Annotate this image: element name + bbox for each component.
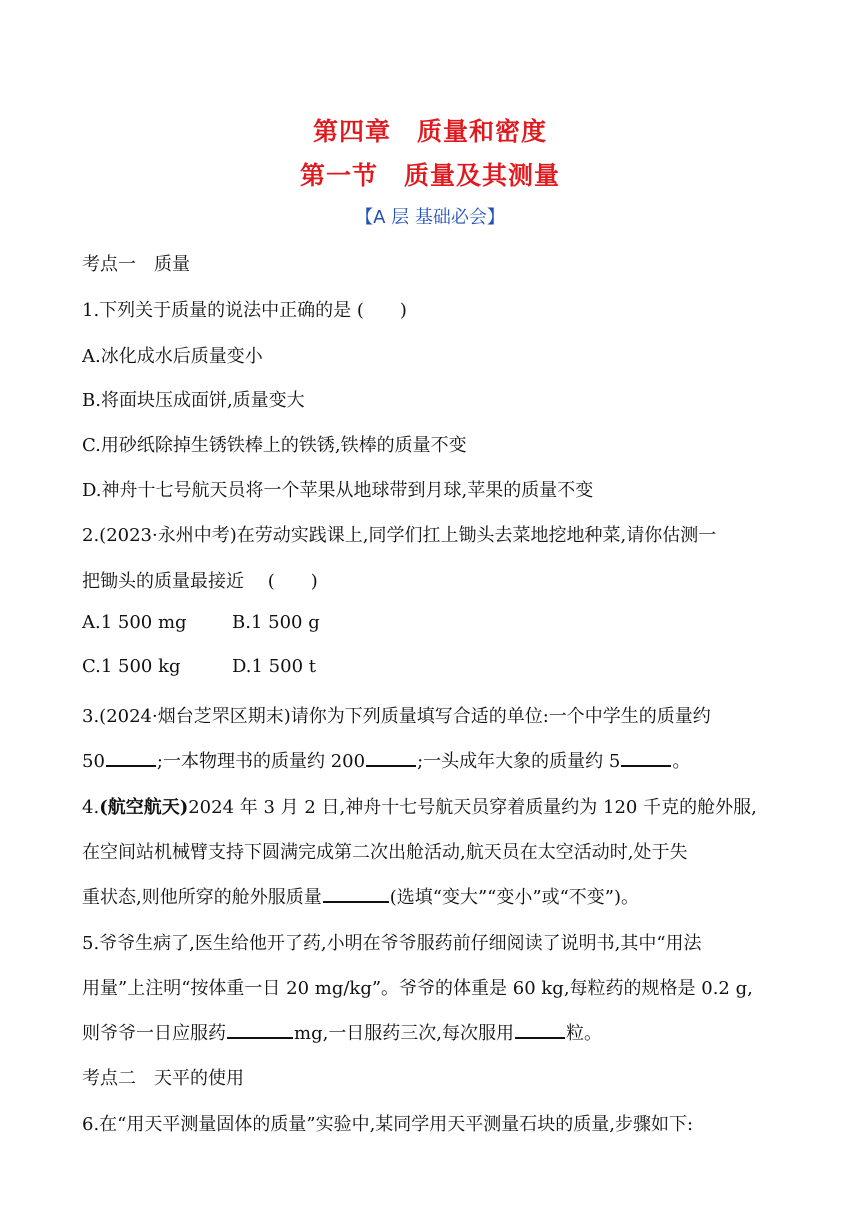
q1-option-d: D.神舟十七号航天员将一个苹果从地球带到月球,苹果的质量不变	[82, 480, 594, 501]
q4-line-1	[82, 793, 757, 819]
q3-line-1: 3.(2024·烟台芝罘区期末)请你为下列质量填写合适的单位:一个中学生的质量约	[82, 706, 711, 727]
q5-text-2: mg,一日服药三次,每次服用	[294, 1023, 515, 1044]
q1-option-a: A.冰化成水后质量变小	[82, 346, 263, 367]
q4-text-1: 2024 年 3 月 2 日,神舟十七号航天员穿着质量约为 120 千克的舱外服,	[188, 797, 757, 818]
q3-text-3: ;一头成年大象的质量约 5	[417, 751, 621, 772]
q3-blank-1[interactable]	[106, 749, 156, 767]
q4-line-2: 在空间站机械臂支持下圆满完成第二次出舱活动,航天员在太空活动时,处于失	[82, 842, 688, 863]
q2-line-2: 把锄头的质量最接近 ( )	[82, 571, 318, 592]
q5-line-3	[82, 1019, 602, 1045]
q3-blank-2[interactable]	[366, 749, 416, 767]
q5-blank-1[interactable]	[227, 1021, 293, 1039]
q4-tag: (航空航天)	[99, 797, 189, 818]
q1-option-c: C.用砂纸除掉生锈铁棒上的铁锈,铁棒的质量不变	[82, 435, 467, 456]
topic-heading-2: 考点二 天平的使用	[82, 1068, 244, 1089]
section-number: 第一节	[299, 161, 378, 190]
q4-number: 4.	[82, 797, 100, 818]
q5-blank-2[interactable]	[515, 1021, 565, 1039]
q6-line-1: 6.在“用天平测量固体的质量”实验中,某同学用天平测量石块的质量,步骤如下:	[82, 1114, 694, 1135]
q5-text-1: 则爷爷一日应服药	[82, 1023, 226, 1044]
q2-option-b: B.1 500 g	[232, 612, 320, 633]
q5-line-2: 用量”上注明“按体重一日 20 mg/kg”。爷爷的体重是 60 kg,每粒药的规格是 0.2 g,	[82, 978, 753, 999]
q2-option-c: C.1 500 kg	[82, 656, 181, 677]
q2-line-1: 2.(2023·永州中考)在劳动实践课上,同学们扛上锄头去菜地挖地种菜,请你估测一	[82, 525, 717, 546]
q4-line-3	[82, 883, 639, 909]
chapter-name: 质量和密度	[417, 117, 548, 146]
q1-stem: 1.下列关于质量的说法中正确的是 ( )	[82, 300, 407, 321]
q3-text-4: 。	[672, 751, 691, 772]
q4-blank[interactable]	[323, 885, 389, 903]
q2-options-row-2	[82, 656, 482, 677]
q3-line-2	[82, 747, 690, 773]
section-name: 质量及其测量	[404, 161, 561, 190]
q1-option-b: B.将面块压成面饼,质量变大	[82, 390, 305, 411]
q2-option-a: A.1 500 mg	[82, 612, 187, 633]
chapter-title	[0, 112, 860, 148]
q3-text-1: 50	[82, 751, 105, 772]
q3-text-2: ;一本物理书的质量约 200	[156, 751, 366, 772]
q2-options-row-1	[82, 612, 482, 633]
q2-option-d: D.1 500 t	[232, 656, 316, 677]
q5-text-3: 粒。	[566, 1023, 603, 1044]
section-title	[0, 156, 860, 192]
q3-blank-3[interactable]	[621, 749, 671, 767]
level-tag: 【A 层 基础必会】	[355, 207, 505, 228]
topic-heading-1: 考点一 质量	[82, 254, 190, 275]
chapter-number: 第四章	[312, 117, 391, 146]
q4-text-2: 重状态,则他所穿的舱外服质量	[82, 887, 322, 908]
q5-line-1: 5.爷爷生病了,医生给他开了药,小明在爷爷服药前仔细阅读了说明书,其中“用法	[82, 933, 702, 954]
q4-text-3: (选填“变大”“变小”或“不变”)。	[389, 887, 639, 908]
